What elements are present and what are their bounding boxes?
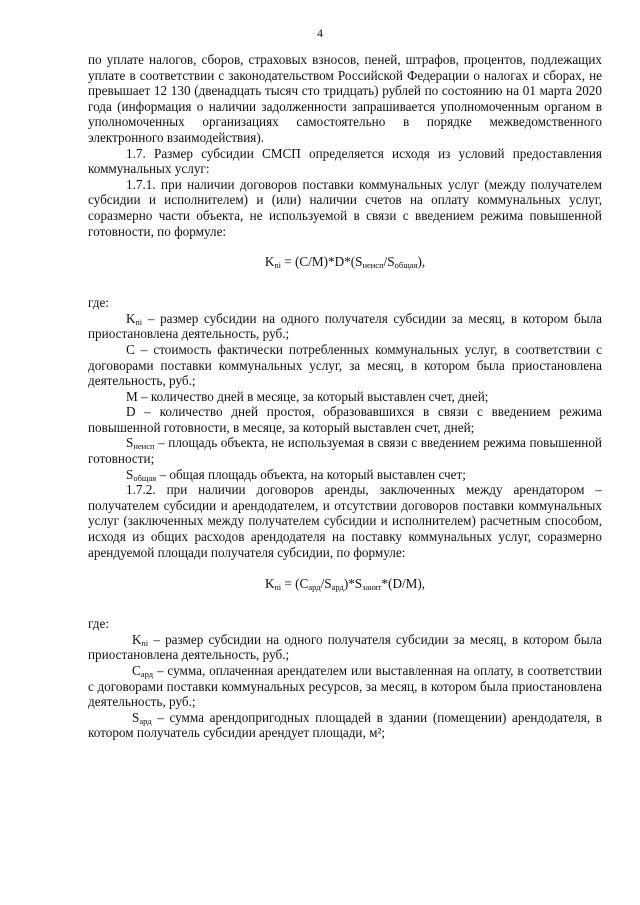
formula-1: $K_{ni} = (C/M)*D*(S_{неисп}/S_{общая})$, (264, 254, 426, 271)
document-body (88, 52, 602, 741)
definition-c: C – стоимость фактически потребленных коммунальных услуг, в соответствии с договорами поставки коммунальных услуг, за месяц, в котором была приостановлена деятельность, руб.; (88, 341, 602, 389)
where-label-2: где: (88, 616, 109, 632)
definition-s-ard: $S_{ард}$ – сумма арендопригодных площадей в здании (помещении) арендодателя, в котором получатель субсидии арендует площади, м²; (88, 709, 602, 741)
paragraph-1-7: 1.7. Размер субсидии СМСП определяется исходя из условий предоставления коммунальных услуг: (88, 145, 602, 177)
definition-k-2: $K_{ni}$ – размер субсидии на одного получателя субсидии за месяц, в котором была приостановлена деятельность, руб.; (88, 631, 602, 663)
definition-s-obsh: $S_{общая}$ – общая площадь объекта, на который выставлен счет; (126, 466, 466, 483)
paragraph-continuation: по уплате налогов, сборов, страховых взносов, пеней, штрафов, процентов, подлежащих уплате в соответствии с законодательством Российской Федерации о налогах и сборах, не превышает 12 130 (двенадцать тысяч сто тридцать) рублей по состоянию на 01 марта 2020 года (информация о наличии задолженности запрашивается уполномоченным органом в уполномоченных организациях самостоятельно в порядке межведомственного электронного взаимодействия). (88, 52, 602, 145)
definition-s-neisp: $S_{неисп}$ – площадь объекта, не используемая в связи с введением режима повышенной готовности; (88, 435, 602, 467)
definition-k: $K_{ni}$ – размер субсидии на одного получателя субсидии за месяц, в котором была приостановлена деятельность, руб.; (88, 310, 602, 342)
page-number: 4 (317, 26, 323, 40)
definition-c-ard: $C_{ард}$ – сумма, оплаченная арендателем или выставленная на оплату, в соответствии с договорами поставки коммунальных ресурсов, за месяц, в котором была приостановлена деятельность, руб.; (88, 663, 602, 710)
formula-2: $K_{ni} = (C_{ард}/S_{ард})*S_{занят}*(D/M)$, (264, 576, 426, 593)
definition-d: D – количество дней простоя, образовавшихся в связи с введением режима повышенной готовности, в месяце, за который выставлен счет, дней; (88, 404, 602, 435)
definition-m: M – количество дней в месяце, за который выставлен счет, дней; (126, 388, 489, 404)
where-label-1: где: (88, 295, 109, 311)
paragraph-1-7-2: 1.7.2. при наличии договоров аренды, заключенных между арендатором – получателем субсидии и арендодателем, и отсутствии договоров поставки коммунальных услуг (заключенных между получателем субсидии и исполнителем) расчетным способом, исходя из общих расходов арендодателя на поставку коммунальных услуг, соразмерно арендуемой площади получателя субсидии, по формуле: (88, 482, 602, 560)
paragraph-1-7-1: 1.7.1. при наличии договоров поставки коммунальных услуг (между получателем субсидии и исполнителем) и (или) наличии счетов на оплату коммунальных услуг, соразмерно части объекта, не используемой в связи с введением режима повышенной готовности, по формуле: (88, 176, 602, 239)
